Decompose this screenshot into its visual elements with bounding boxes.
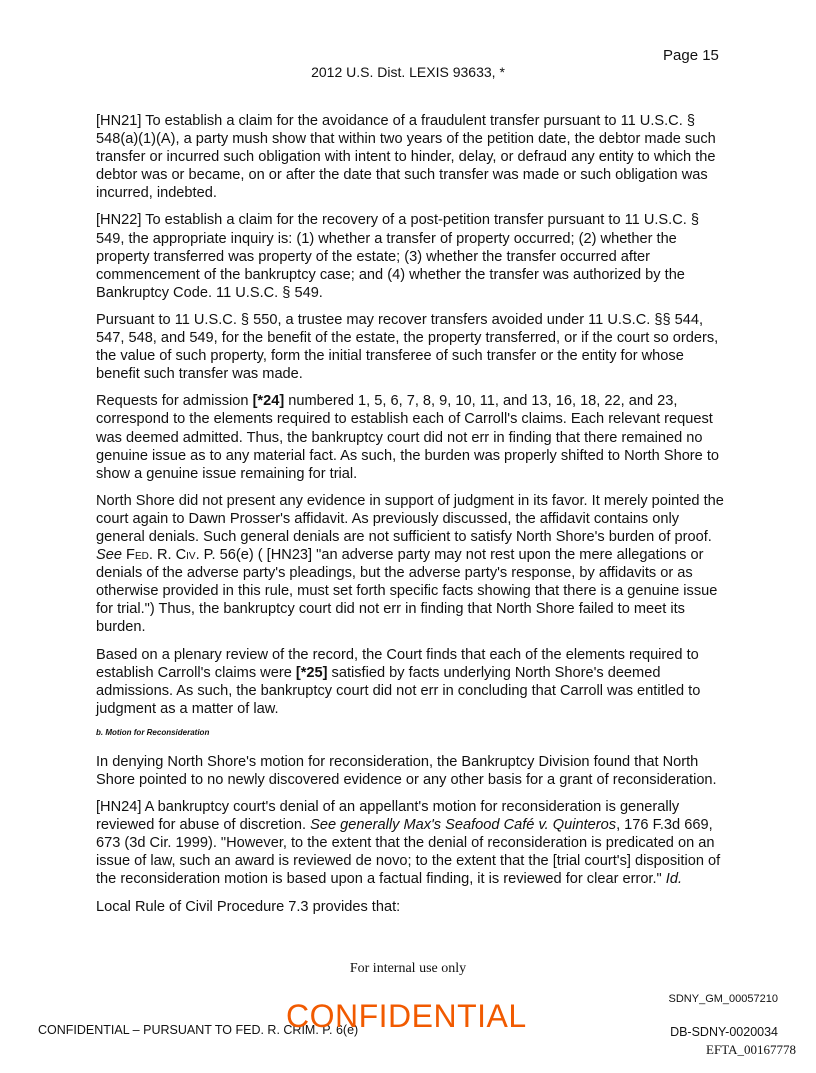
star-page-marker: [*25] [295, 664, 328, 681]
case-citation: See generally Max's Seafood Café v. Quinteros [310, 817, 617, 834]
text-segment: numbered 1, 5, 6, 7, 8, 9, 10, 11, and 13, 16, 18, 22, and 23, correspond to the elements required to establish each of Carroll's claims. Each relevant request was deemed admitted. Thus, the bankruptcy court did not err in finding that there remained no genuine issue as to any material fact. As such, the burden was properly shifted to North Shore to show a genuine issue remaining for trial. [96, 393, 720, 482]
page-number: Page 15 [663, 47, 719, 64]
running-header-citation: 2012 U.S. Dist. LEXIS 93633, * [311, 64, 505, 80]
text-segment: , 176 F.3d 669, 673 (3d Cir. 1999). "However, to the extent that the denial of reconsideration is predicated on an issue of law, such an award is reviewed de novo; to the extent that the [trial court's] disposition of the reconsideration motion is based upon a factual finding, it is reviewed for clear error." [96, 817, 721, 888]
text-segment: North Shore did not present any evidence in support of judgment in its favor. It merely pointed the court again to Dawn Prosser's affidavit. As previously discussed, the affidavit contains only general denials. Such general denials are not sufficient to satisfy North Shore's burden of proof. [96, 492, 724, 545]
paragraph-hn24 [96, 798, 726, 888]
paragraph-section-550: Pursuant to 11 U.S.C. § 550, a trustee may recover transfers avoided under 11 U.S.C. §§ 544, 547, 548, and 549, for the benefit of the estate, the property transferred, or if the court so orders, the value of such property, form the initial transferee of such transfer or the entity for whose benefit such transfer was made. [96, 311, 719, 383]
opinion-body [96, 112, 726, 925]
section-subheading: b. Motion for Reconsideration [96, 727, 210, 737]
bates-number-db: DB-SDNY-0020034 [670, 1025, 778, 1039]
rule-citation: Fed. R. Civ. P. [121, 547, 216, 564]
confidential-notice: CONFIDENTIAL – PURSUANT TO FED. R. CRIM. P. 6(e) [38, 1023, 359, 1037]
text-segment: [HN24] A bankruptcy court's denial of an appellant's motion for reconsideration is generally reviewed for abuse of discretion. [96, 799, 680, 834]
paragraph-hn22: [HN22] To establish a claim for the recovery of a post-petition transfer pursuant to 11 U.S.C. § 549, the appropriate inquiry is: (1) whether a transfer of property occurred; (2) whether the property transferred was property of the estate; (3) whether the transfer occurred after commencement of the bankruptcy case; and (4) whether the transfer was authorized by the Bankruptcy Code. 11 U.S.C. § 549. [96, 212, 699, 301]
internal-use-note: For internal use only [349, 961, 467, 976]
paragraph-requests-for-admission [96, 392, 726, 482]
id-citation: Id. [665, 871, 683, 888]
paragraph-denying-reconsideration: In denying North Shore's motion for reconsideration, the Bankruptcy Division found that North Shore pointed to no newly discovered evidence or any other basis for a grant of reconsideration. [96, 753, 717, 788]
text-segment: Requests for admission [96, 393, 253, 410]
text-segment: 56(e) ( [HN23] "an adverse party may not rest upon the mere allegations or denials of the adverse party's pleadings, but the adverse party's response, by affidavits or as otherwise provided in this rule, must set forth specific facts showing that there is a genuine issue for trial.") Thus, the bankruptcy court did not err in finding that North Shore failed to meet its burden. [96, 547, 718, 636]
bates-number-sdny: SDNY_GM_00057210 [668, 993, 778, 1005]
text-segment: satisfied by facts underlying North Shore's deemed admissions. As such, the bankruptcy court did not err in concluding that Carroll was entitled to judgment as a matter of law. [96, 664, 701, 717]
paragraph-north-shore-evidence [96, 492, 726, 637]
paragraph-hn21: [HN21] To establish a claim for the avoidance of a fraudulent transfer pursuant to 11 U.S.C. § 548(a)(1)(A), a party mush show that within two years of the petition date, the debtor made such transfer or incurred such obligation with intent to hinder, delay, or defraud any entity to which the debtor was or became, on or after the date that such transfer was made or such obligation was incurred, indebted. [96, 113, 716, 202]
signal-see: See [96, 547, 122, 564]
text-segment: Based on a plenary review of the record, the Court finds that each of the elements required to establish Carroll's claims were [96, 646, 699, 681]
confidential-stamp: CONFIDENTIAL [286, 998, 527, 1034]
paragraph-plenary-review [96, 646, 726, 718]
paragraph-local-rule: Local Rule of Civil Procedure 7.3 provides that: [96, 898, 401, 915]
efta-number: EFTA_00167778 [706, 1042, 796, 1057]
star-page-marker: [*24] [252, 393, 285, 410]
